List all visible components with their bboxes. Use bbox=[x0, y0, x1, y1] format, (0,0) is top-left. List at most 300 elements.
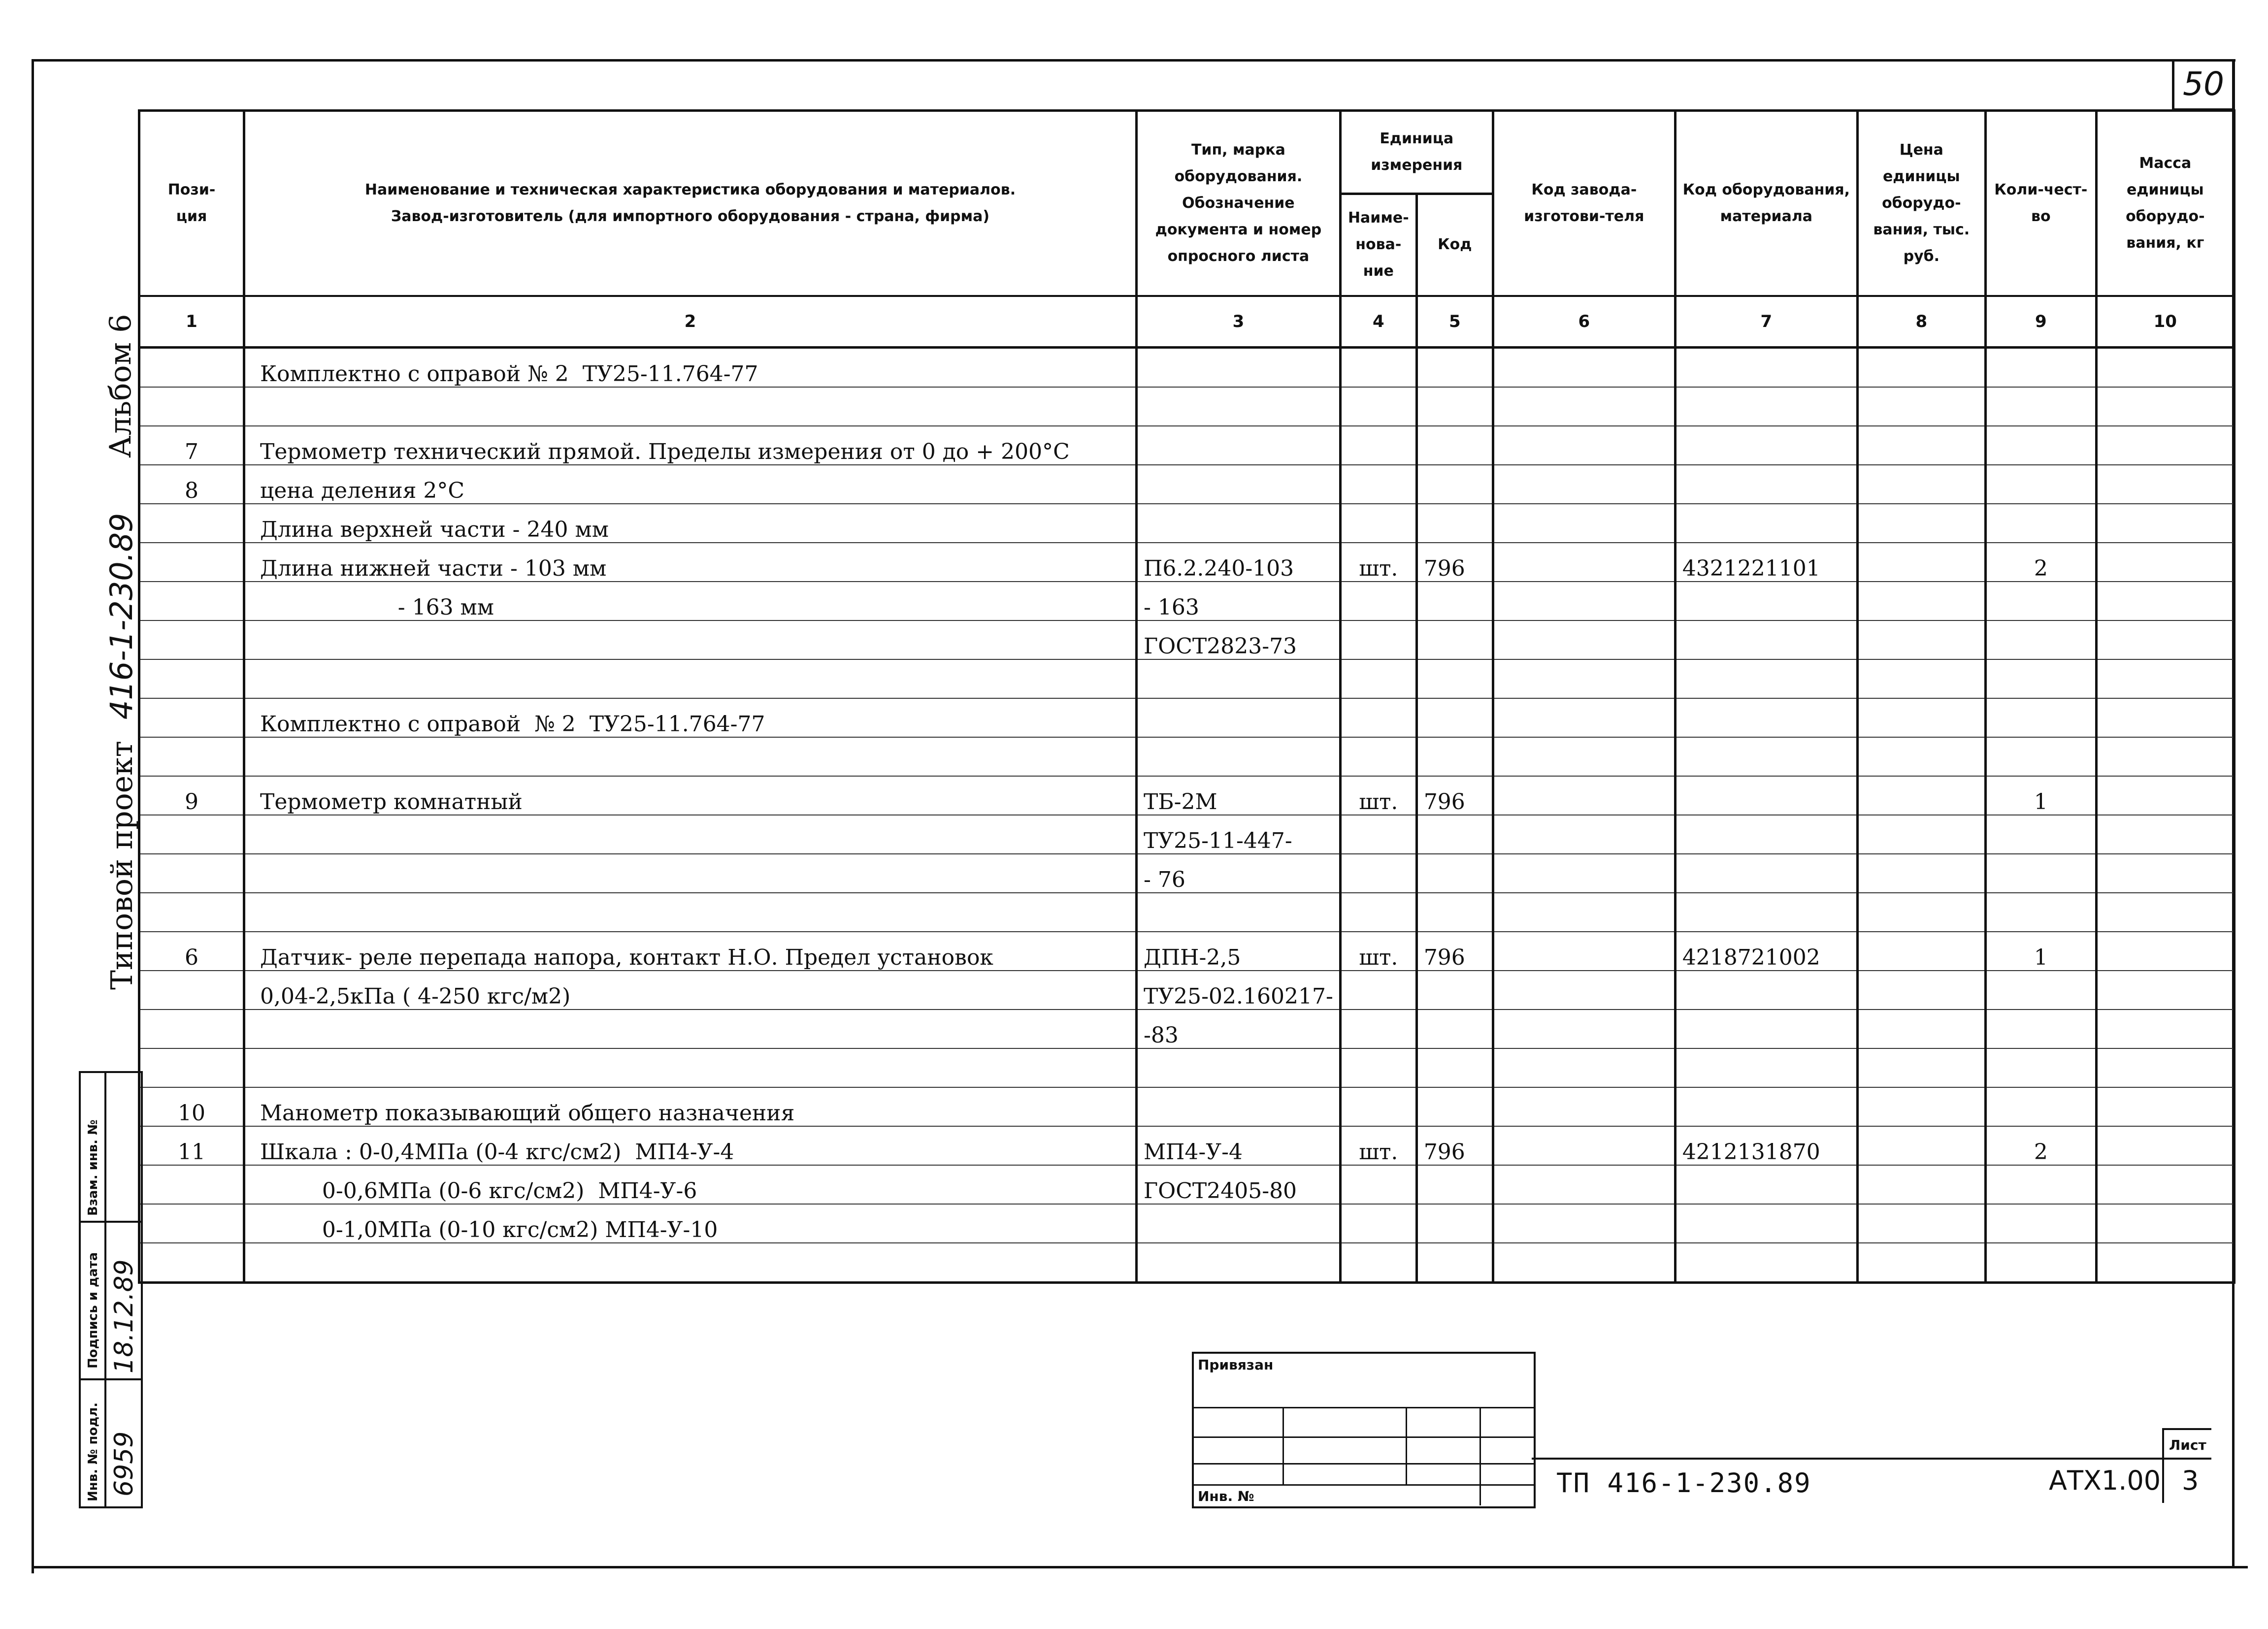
cell-type bbox=[1137, 504, 1341, 543]
cell-pos: 7 bbox=[139, 426, 244, 465]
cell-price bbox=[1857, 698, 1985, 737]
cell-type: ГОСТ2405-80 bbox=[1137, 1165, 1341, 1204]
cell-name: 0-1,0МПа (0-10 кгс/см2) МП4-У-10 bbox=[244, 1204, 1137, 1243]
cell-factory-code bbox=[1493, 815, 1675, 854]
cell-mass bbox=[2096, 776, 2234, 815]
cell-equipment-code bbox=[1675, 465, 1857, 504]
col-num: 9 bbox=[1985, 296, 2096, 348]
cell-quantity: 1 bbox=[1985, 776, 2096, 815]
cell-equipment-code: 4218721002 bbox=[1675, 932, 1857, 971]
cell-mass bbox=[2096, 1243, 2234, 1283]
cell-mass bbox=[2096, 737, 2234, 776]
cell-name bbox=[244, 854, 1137, 893]
cell-pos bbox=[139, 815, 244, 854]
cell-mass bbox=[2096, 659, 2234, 698]
cell-equipment-code: 4212131870 bbox=[1675, 1126, 1857, 1165]
cell-name bbox=[244, 1048, 1137, 1087]
sheet-label: Лист bbox=[2169, 1437, 2206, 1453]
cell-mass bbox=[2096, 1048, 2234, 1087]
cell-name: Длина нижней части - 103 мм bbox=[244, 543, 1137, 582]
cell-name bbox=[244, 620, 1137, 659]
cell-quantity bbox=[1985, 1165, 2096, 1204]
cell-unit-name bbox=[1340, 1243, 1416, 1283]
cell-unit-name: шт. bbox=[1340, 776, 1416, 815]
cell-factory-code bbox=[1493, 543, 1675, 582]
cell-mass bbox=[2096, 1165, 2234, 1204]
cell-price bbox=[1857, 776, 1985, 815]
header-name-line2: Завод-изготовитель (для импортного оборудования - страна, фирма) bbox=[391, 208, 990, 225]
cell-name: Датчик- реле перепада напора, контакт Н.О. Предел установок bbox=[244, 932, 1137, 971]
stamp-inv-handwritten: 6959 bbox=[109, 1431, 139, 1497]
cell-factory-code bbox=[1493, 1010, 1675, 1048]
cell-equipment-code bbox=[1675, 426, 1857, 465]
header-row bbox=[139, 111, 2235, 194]
inv-number-label: Инв. № bbox=[1198, 1488, 1254, 1504]
cell-price bbox=[1857, 504, 1985, 543]
cell-unit-name bbox=[1340, 465, 1416, 504]
cell-unit-code bbox=[1416, 659, 1493, 698]
cell-quantity bbox=[1985, 620, 2096, 659]
col-num: 1 bbox=[139, 296, 244, 348]
cell-type bbox=[1137, 1048, 1341, 1087]
header-name-line1: Наименование и техническая характеристика оборудования и материалов. bbox=[364, 181, 1016, 198]
table-row bbox=[139, 893, 2235, 932]
page-number: 50 bbox=[2172, 59, 2235, 111]
cell-mass bbox=[2096, 543, 2234, 582]
table-row bbox=[139, 620, 2235, 659]
cell-type bbox=[1137, 1204, 1341, 1243]
cell-price bbox=[1857, 426, 1985, 465]
cell-equipment-code bbox=[1675, 1243, 1857, 1283]
album-label: Альбом 6 bbox=[103, 314, 138, 458]
cell-price bbox=[1857, 1010, 1985, 1048]
col-num: 10 bbox=[2096, 296, 2234, 348]
cell-pos bbox=[139, 893, 244, 932]
cell-price bbox=[1857, 1204, 1985, 1243]
cell-mass bbox=[2096, 1126, 2234, 1165]
cell-price bbox=[1857, 1165, 1985, 1204]
cell-type bbox=[1137, 659, 1341, 698]
cell-mass bbox=[2096, 932, 2234, 971]
header-unit-name: Наиме-нова-ние bbox=[1340, 194, 1416, 296]
cell-price bbox=[1857, 620, 1985, 659]
cell-unit-name bbox=[1340, 893, 1416, 932]
cell-unit-name bbox=[1340, 1048, 1416, 1087]
cell-unit-name bbox=[1340, 504, 1416, 543]
cell-unit-name bbox=[1340, 1204, 1416, 1243]
cell-factory-code bbox=[1493, 854, 1675, 893]
cell-price bbox=[1857, 659, 1985, 698]
cell-unit-code bbox=[1416, 1204, 1493, 1243]
col-num: 5 bbox=[1416, 296, 1493, 348]
cell-pos: 9 bbox=[139, 776, 244, 815]
table-row bbox=[139, 971, 2235, 1010]
cell-name: Манометр показывающий общего назначения bbox=[244, 1087, 1137, 1126]
cell-quantity: 1 bbox=[1985, 932, 2096, 971]
privyazan-divider bbox=[1479, 1407, 1481, 1505]
cell-factory-code bbox=[1493, 737, 1675, 776]
cell-quantity bbox=[1985, 1010, 2096, 1048]
header-unit: Единица измерения bbox=[1340, 111, 1493, 194]
cell-pos bbox=[139, 620, 244, 659]
cell-price bbox=[1857, 893, 1985, 932]
cell-unit-code bbox=[1416, 1010, 1493, 1048]
privyazan-block bbox=[1192, 1352, 1536, 1508]
cell-unit-name bbox=[1340, 426, 1416, 465]
cell-pos bbox=[139, 582, 244, 620]
privyazan-divider bbox=[1406, 1407, 1407, 1485]
cell-unit-name bbox=[1340, 737, 1416, 776]
cell-factory-code bbox=[1493, 776, 1675, 815]
cell-unit-code: 796 bbox=[1416, 776, 1493, 815]
project-side-label bbox=[103, 513, 139, 990]
cell-name: 0-0,6МПа (0-6 кгс/см2) МП4-У-6 bbox=[244, 1165, 1137, 1204]
cell-equipment-code bbox=[1675, 776, 1857, 815]
header-mass: Масса единицы оборудо-вания, кг bbox=[2096, 111, 2234, 296]
cell-type: ДПН-2,5 bbox=[1137, 932, 1341, 971]
table-row bbox=[139, 1204, 2235, 1243]
cell-pos bbox=[139, 971, 244, 1010]
cell-mass bbox=[2096, 582, 2234, 620]
cell-unit-code: 796 bbox=[1416, 932, 1493, 971]
col-num: 8 bbox=[1857, 296, 1985, 348]
cell-unit-code bbox=[1416, 465, 1493, 504]
cell-price bbox=[1857, 1243, 1985, 1283]
cell-factory-code bbox=[1493, 893, 1675, 932]
project-number: 416-1-230.89 bbox=[103, 513, 139, 720]
specification-table bbox=[138, 109, 2235, 1284]
title-block-line bbox=[2162, 1428, 2211, 1430]
privyazan-line bbox=[1194, 1463, 1534, 1465]
cell-name: Длина верхней части - 240 мм bbox=[244, 504, 1137, 543]
cell-name bbox=[244, 893, 1137, 932]
cell-pos bbox=[139, 854, 244, 893]
cell-name: цена деления 2°C bbox=[244, 465, 1137, 504]
cell-name: - 163 мм bbox=[244, 582, 1137, 620]
cell-unit-code bbox=[1416, 1165, 1493, 1204]
cell-quantity bbox=[1985, 426, 2096, 465]
cell-unit-name bbox=[1340, 815, 1416, 854]
cell-type bbox=[1137, 698, 1341, 737]
cell-quantity bbox=[1985, 737, 2096, 776]
cell-type bbox=[1137, 465, 1341, 504]
cell-unit-code bbox=[1416, 893, 1493, 932]
cell-mass bbox=[2096, 698, 2234, 737]
table-row bbox=[139, 776, 2235, 815]
cell-price bbox=[1857, 1126, 1985, 1165]
cell-quantity bbox=[1985, 1204, 2096, 1243]
cell-factory-code bbox=[1493, 1165, 1675, 1204]
cell-factory-code bbox=[1493, 1243, 1675, 1283]
cell-unit-name bbox=[1340, 348, 1416, 388]
cell-name: Комплектно с оправой № 2 ТУ25-11.764-77 bbox=[244, 348, 1137, 388]
cell-name bbox=[244, 815, 1137, 854]
cell-equipment-code bbox=[1675, 1010, 1857, 1048]
stamp-row-divider bbox=[81, 1378, 141, 1380]
privyazan-divider bbox=[1282, 1407, 1284, 1485]
col-num: 2 bbox=[244, 296, 1137, 348]
cell-name: Термометр комнатный bbox=[244, 776, 1137, 815]
table-row bbox=[139, 465, 2235, 504]
cell-type: ТУ25-11-447- bbox=[1137, 815, 1341, 854]
cell-factory-code bbox=[1493, 659, 1675, 698]
cell-unit-name: шт. bbox=[1340, 932, 1416, 971]
cell-name bbox=[244, 387, 1137, 426]
cell-quantity bbox=[1985, 1048, 2096, 1087]
cell-quantity: 2 bbox=[1985, 543, 2096, 582]
table-row bbox=[139, 932, 2235, 971]
cell-equipment-code bbox=[1675, 854, 1857, 893]
cell-unit-name bbox=[1340, 1087, 1416, 1126]
cell-unit-name: шт. bbox=[1340, 1126, 1416, 1165]
cell-price bbox=[1857, 1087, 1985, 1126]
cell-unit-code bbox=[1416, 1048, 1493, 1087]
title-block-line bbox=[1532, 1458, 2211, 1460]
cell-equipment-code bbox=[1675, 582, 1857, 620]
cell-unit-code bbox=[1416, 1243, 1493, 1283]
cell-unit-name bbox=[1340, 582, 1416, 620]
cell-price bbox=[1857, 815, 1985, 854]
cell-pos bbox=[139, 698, 244, 737]
cell-name: 0,04-2,5кПа ( 4-250 кгс/м2) bbox=[244, 971, 1137, 1010]
cell-unit-code bbox=[1416, 582, 1493, 620]
stamp-row-divider bbox=[81, 1221, 141, 1223]
cell-equipment-code bbox=[1675, 737, 1857, 776]
cell-pos bbox=[139, 1204, 244, 1243]
header-factory-code: Код завода-изготови-теля bbox=[1493, 111, 1675, 296]
document-code: ТП 416-1-230.89 bbox=[1556, 1467, 1811, 1499]
cell-price bbox=[1857, 854, 1985, 893]
cell-quantity bbox=[1985, 659, 2096, 698]
cell-equipment-code bbox=[1675, 815, 1857, 854]
cell-mass bbox=[2096, 1010, 2234, 1048]
header-name bbox=[244, 111, 1137, 296]
cell-factory-code bbox=[1493, 504, 1675, 543]
table-row bbox=[139, 504, 2235, 543]
cell-pos bbox=[139, 348, 244, 388]
table-row bbox=[139, 1087, 2235, 1126]
cell-equipment-code bbox=[1675, 620, 1857, 659]
cell-unit-name bbox=[1340, 659, 1416, 698]
cell-equipment-code bbox=[1675, 659, 1857, 698]
cell-factory-code bbox=[1493, 1087, 1675, 1126]
table-row bbox=[139, 387, 2235, 426]
cell-type: ТБ-2М bbox=[1137, 776, 1341, 815]
table-row bbox=[139, 1243, 2235, 1283]
table-row bbox=[139, 815, 2235, 854]
table-row bbox=[139, 582, 2235, 620]
table-row bbox=[139, 1165, 2235, 1204]
privyazan-line bbox=[1194, 1484, 1534, 1486]
stamp-vzam-label: Взам. инв. № bbox=[86, 1119, 100, 1216]
cell-unit-name: шт. bbox=[1340, 543, 1416, 582]
col-num: 6 bbox=[1493, 296, 1675, 348]
cell-equipment-code bbox=[1675, 1087, 1857, 1126]
cell-unit-code bbox=[1416, 387, 1493, 426]
cell-unit-name bbox=[1340, 854, 1416, 893]
cell-pos bbox=[139, 543, 244, 582]
cell-pos bbox=[139, 1048, 244, 1087]
cell-equipment-code bbox=[1675, 348, 1857, 388]
cell-equipment-code bbox=[1675, 387, 1857, 426]
cell-name bbox=[244, 737, 1137, 776]
cell-quantity bbox=[1985, 854, 2096, 893]
cell-price bbox=[1857, 543, 1985, 582]
header-position: Пози- ция bbox=[139, 111, 244, 296]
cell-mass bbox=[2096, 426, 2234, 465]
cell-factory-code bbox=[1493, 1204, 1675, 1243]
cell-unit-name bbox=[1340, 971, 1416, 1010]
cell-unit-code bbox=[1416, 348, 1493, 388]
cell-name: Шкала : 0-0,4МПа (0-4 кгс/см2) МП4-У-4 bbox=[244, 1126, 1137, 1165]
header-quantity: Коли-чест-во bbox=[1985, 111, 2096, 296]
project-label: Типовой проект bbox=[105, 741, 139, 990]
table-row bbox=[139, 1048, 2235, 1087]
cell-pos bbox=[139, 1243, 244, 1283]
cell-mass bbox=[2096, 854, 2234, 893]
cell-type bbox=[1137, 387, 1341, 426]
cell-equipment-code bbox=[1675, 1204, 1857, 1243]
stamp-date-handwritten: 18.12.89 bbox=[109, 1259, 139, 1373]
cell-name: Термометр технический прямой. Пределы измерения от 0 до + 200°C bbox=[244, 426, 1137, 465]
cell-pos: 11 bbox=[139, 1126, 244, 1165]
cell-type: - 163 bbox=[1137, 582, 1341, 620]
cell-unit-code bbox=[1416, 815, 1493, 854]
stamp-inv-label: Инв. № подл. bbox=[86, 1402, 100, 1501]
table-row bbox=[139, 426, 2235, 465]
cell-equipment-code bbox=[1675, 971, 1857, 1010]
cell-type bbox=[1137, 893, 1341, 932]
cell-type bbox=[1137, 1243, 1341, 1283]
cell-equipment-code bbox=[1675, 1165, 1857, 1204]
cell-price bbox=[1857, 465, 1985, 504]
cell-quantity bbox=[1985, 348, 2096, 388]
col-num: 4 bbox=[1340, 296, 1416, 348]
cell-unit-name bbox=[1340, 1165, 1416, 1204]
table-row bbox=[139, 698, 2235, 737]
cell-equipment-code: 4321221101 bbox=[1675, 543, 1857, 582]
cell-quantity bbox=[1985, 698, 2096, 737]
cell-name bbox=[244, 1243, 1137, 1283]
cell-unit-name bbox=[1340, 1010, 1416, 1048]
cell-unit-code bbox=[1416, 698, 1493, 737]
cell-mass bbox=[2096, 971, 2234, 1010]
cell-price bbox=[1857, 932, 1985, 971]
cell-quantity bbox=[1985, 582, 2096, 620]
cell-type bbox=[1137, 1087, 1341, 1126]
cell-name bbox=[244, 1010, 1137, 1048]
cell-name: Комплектно с оправой № 2 ТУ25-11.764-77 bbox=[244, 698, 1137, 737]
cell-quantity bbox=[1985, 1087, 2096, 1126]
cell-pos: 10 bbox=[139, 1087, 244, 1126]
privyazan-line bbox=[1194, 1407, 1534, 1408]
cell-pos bbox=[139, 737, 244, 776]
table-row bbox=[139, 348, 2235, 388]
stamp-signature-label: Подпись и дата bbox=[86, 1252, 100, 1368]
cell-unit-code bbox=[1416, 426, 1493, 465]
cell-unit-code bbox=[1416, 620, 1493, 659]
cell-unit-code bbox=[1416, 737, 1493, 776]
cell-mass bbox=[2096, 387, 2234, 426]
cell-mass bbox=[2096, 1204, 2234, 1243]
table-row bbox=[139, 1126, 2235, 1165]
frame-bottom-edge bbox=[32, 1566, 2248, 1568]
cell-factory-code bbox=[1493, 426, 1675, 465]
cell-mass bbox=[2096, 815, 2234, 854]
cell-quantity bbox=[1985, 893, 2096, 932]
drawing-mark: АТХ1.00 bbox=[2049, 1465, 2161, 1496]
cell-pos bbox=[139, 1165, 244, 1204]
header-equipment-code: Код оборудования, материала bbox=[1675, 111, 1857, 296]
cell-mass bbox=[2096, 465, 2234, 504]
cell-pos bbox=[139, 659, 244, 698]
cell-unit-code bbox=[1416, 504, 1493, 543]
cell-unit-code bbox=[1416, 971, 1493, 1010]
cell-type: ТУ25-02.160217- bbox=[1137, 971, 1341, 1010]
cell-price bbox=[1857, 387, 1985, 426]
cell-factory-code bbox=[1493, 971, 1675, 1010]
cell-factory-code bbox=[1493, 1048, 1675, 1087]
cell-quantity bbox=[1985, 815, 2096, 854]
cell-unit-code bbox=[1416, 854, 1493, 893]
cell-quantity bbox=[1985, 465, 2096, 504]
cell-pos bbox=[139, 1010, 244, 1048]
approval-stamp bbox=[79, 1071, 143, 1508]
header-price: Цена единицы оборудо-вания, тыс. руб. bbox=[1857, 111, 1985, 296]
table-row bbox=[139, 543, 2235, 582]
cell-type bbox=[1137, 426, 1341, 465]
cell-pos bbox=[139, 504, 244, 543]
cell-type: МП4-У-4 bbox=[1137, 1126, 1341, 1165]
cell-quantity bbox=[1985, 1243, 2096, 1283]
cell-factory-code bbox=[1493, 348, 1675, 388]
cell-unit-code: 796 bbox=[1416, 543, 1493, 582]
cell-mass bbox=[2096, 1087, 2234, 1126]
cell-equipment-code bbox=[1675, 504, 1857, 543]
cell-unit-name bbox=[1340, 387, 1416, 426]
cell-pos bbox=[139, 387, 244, 426]
cell-equipment-code bbox=[1675, 1048, 1857, 1087]
cell-factory-code bbox=[1493, 387, 1675, 426]
cell-price bbox=[1857, 1048, 1985, 1087]
cell-type: - 76 bbox=[1137, 854, 1341, 893]
cell-price bbox=[1857, 348, 1985, 388]
cell-quantity: 2 bbox=[1985, 1126, 2096, 1165]
cell-quantity bbox=[1985, 971, 2096, 1010]
cell-price bbox=[1857, 582, 1985, 620]
cell-factory-code bbox=[1493, 465, 1675, 504]
privyazan-label: Привязан bbox=[1198, 1357, 1274, 1373]
cell-mass bbox=[2096, 504, 2234, 543]
col-num: 3 bbox=[1137, 296, 1341, 348]
cell-type bbox=[1137, 737, 1341, 776]
cell-factory-code bbox=[1493, 582, 1675, 620]
cell-factory-code bbox=[1493, 1126, 1675, 1165]
cell-unit-name bbox=[1340, 698, 1416, 737]
cell-factory-code bbox=[1493, 932, 1675, 971]
cell-unit-name bbox=[1340, 620, 1416, 659]
col-num: 7 bbox=[1675, 296, 1857, 348]
cell-pos: 6 bbox=[139, 932, 244, 971]
cell-unit-code bbox=[1416, 1087, 1493, 1126]
cell-mass bbox=[2096, 893, 2234, 932]
cell-type bbox=[1137, 348, 1341, 388]
cell-mass bbox=[2096, 620, 2234, 659]
cell-price bbox=[1857, 737, 1985, 776]
cell-mass bbox=[2096, 348, 2234, 388]
cell-unit-code: 796 bbox=[1416, 1126, 1493, 1165]
column-number-row bbox=[139, 296, 2235, 348]
